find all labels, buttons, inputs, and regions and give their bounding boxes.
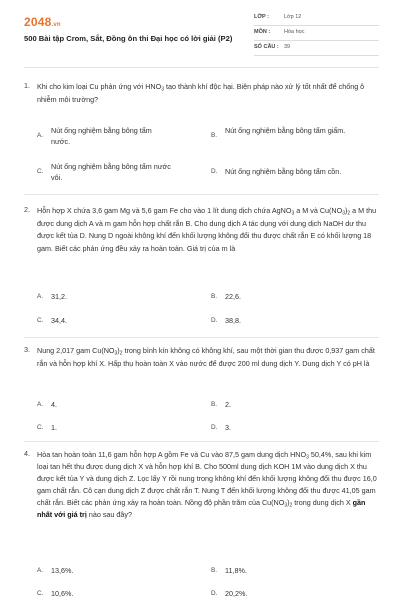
option-text: Nút ống nghiệm bằng bông tẩm nước vôi. <box>51 162 171 183</box>
question-number: 4. <box>24 449 30 458</box>
question-text: Hỗn hợp X chứa 3,6 gam Mg và 5,6 gam Fe cho vào 1 lít dung dịch chứa AgNO$_3$ a M và $Cu(NO_3)_2$ a M thu được dung dịch A và m gam hỗn hợp chất rắn B. Cho dung dịch A tác dụng với dung dịch NaOH dư thu được kết tủa D. Nung D ngoài không khí đến khối lượng không đổi thu được chất rắn E có khối lượng 18 gam. Biết các phản ứng đều xảy ra hoàn toàn. Giá trị của m là <box>37 206 377 253</box>
option-letter: A. <box>37 132 44 139</box>
emphasis-text: gần nhất với giá trị <box>37 498 366 519</box>
option-text: 2. <box>225 400 231 409</box>
option-text: 20,2%. <box>225 589 248 598</box>
option-letter: D. <box>211 590 218 597</box>
question-text: Hòa tan hoàn toàn 11,6 gam hỗn hợp A gồm Fe và Cu vào 87,5 gam dung dịch $HNO_3$ 50,4%, sau khi kim loại tan hết thu được dung dịch X và hỗn hợp khí B. Cho 500ml dung dịch KOH 1M vào dung dịch X thu được kết tủa Y và dung dịch Z. Lọc lấy Y rồi nung trong không khí đến khối lượng không đổi thu được 16,0 gam chất rắn. Cô cạn dung dịch Z được chất rắn T. Nung T đến khối lượng không đổi thu được 41,05 gam chất rắn. Biết các phản ứng xảy ra hoàn toàn. Nồng độ phần trăm của $Cu(NO_3)_2$ trong dung dịch X gần nhất với giá trị nào sau đây? <box>37 450 377 519</box>
logo-suffix: .vn <box>51 22 61 28</box>
option-text: 1. <box>51 423 57 432</box>
header-divider <box>24 67 379 68</box>
option-letter: D. <box>211 424 218 431</box>
meta-count-value: 39 <box>284 44 291 50</box>
option-text: 38,8. <box>225 316 241 325</box>
option-letter: C. <box>37 168 44 175</box>
option-text: Nút ống nghiệm bằng bông tẩm giấm. <box>225 126 346 135</box>
question-divider <box>24 337 379 338</box>
option-letter: B. <box>211 567 218 574</box>
question-number: 2. <box>24 205 30 214</box>
option-letter: C. <box>37 317 44 324</box>
question-divider <box>24 194 379 195</box>
meta-grade <box>254 12 379 26</box>
option-letter: A. <box>37 401 44 408</box>
option-letter: B. <box>211 401 218 408</box>
option-text: 22,6. <box>225 292 241 301</box>
option-letter: B. <box>211 293 218 300</box>
option-text: 4. <box>51 400 57 409</box>
question-number: 3. <box>24 345 30 354</box>
question-number: 1. <box>24 81 30 90</box>
meta-count-key: SỐ CÂU : <box>254 44 279 50</box>
meta-subject-key: MÔN : <box>254 29 271 35</box>
document-header <box>0 0 400 64</box>
option-text: 31,2. <box>51 292 67 301</box>
option-letter: D. <box>211 168 218 175</box>
question-text: Khi cho kim loại Cu phản ứng với $HNO_3$ tạo thành khí độc hại. Biện pháp nào xử lý tốt nhất để chống ô nhiễm môi trường? <box>37 82 365 104</box>
option-letter: C. <box>37 424 44 431</box>
question-text: Nung 2,017 gam $Cu(NO_3)_2$ trong bình kín không có không khí, sau một thời gian thu được 0,937 gam chất rắn và hỗn hợp khí X. Hấp thụ hoàn toàn X vào nước để được 200 ml dung dịch Y. Dung dịch Y có pH là <box>37 346 375 368</box>
option-text: 3. <box>225 423 231 432</box>
meta-count <box>254 42 379 56</box>
meta-subject <box>254 27 379 41</box>
option-letter: D. <box>211 317 218 324</box>
option-letter: A. <box>37 567 44 574</box>
question-divider <box>24 441 379 442</box>
option-text: 13,6%. <box>51 566 74 575</box>
document-title: 500 Bài tập Crom, Sắt, Đồng ôn thi Đại học có lời giải (P2) <box>24 34 233 43</box>
option-text: Nút ống nghiệm bằng bông tẩm nước. <box>51 126 152 147</box>
option-letter: B. <box>211 132 218 139</box>
logo-main: 2048 <box>24 15 52 29</box>
option-text: Nút ống nghiệm bằng bông tẩm cồn. <box>225 167 342 176</box>
meta-grade-value: Lớp 12 <box>284 14 302 20</box>
option-letter: C. <box>37 590 44 597</box>
meta-grade-key: LỚP : <box>254 14 269 20</box>
option-text: 34,4. <box>51 316 67 325</box>
option-text: 10,6%. <box>51 589 74 598</box>
option-letter: A. <box>37 293 44 300</box>
meta-subject-value: Hóa học <box>284 29 305 35</box>
option-text: 11,8%. <box>225 566 247 575</box>
site-logo[interactable] <box>24 15 61 29</box>
